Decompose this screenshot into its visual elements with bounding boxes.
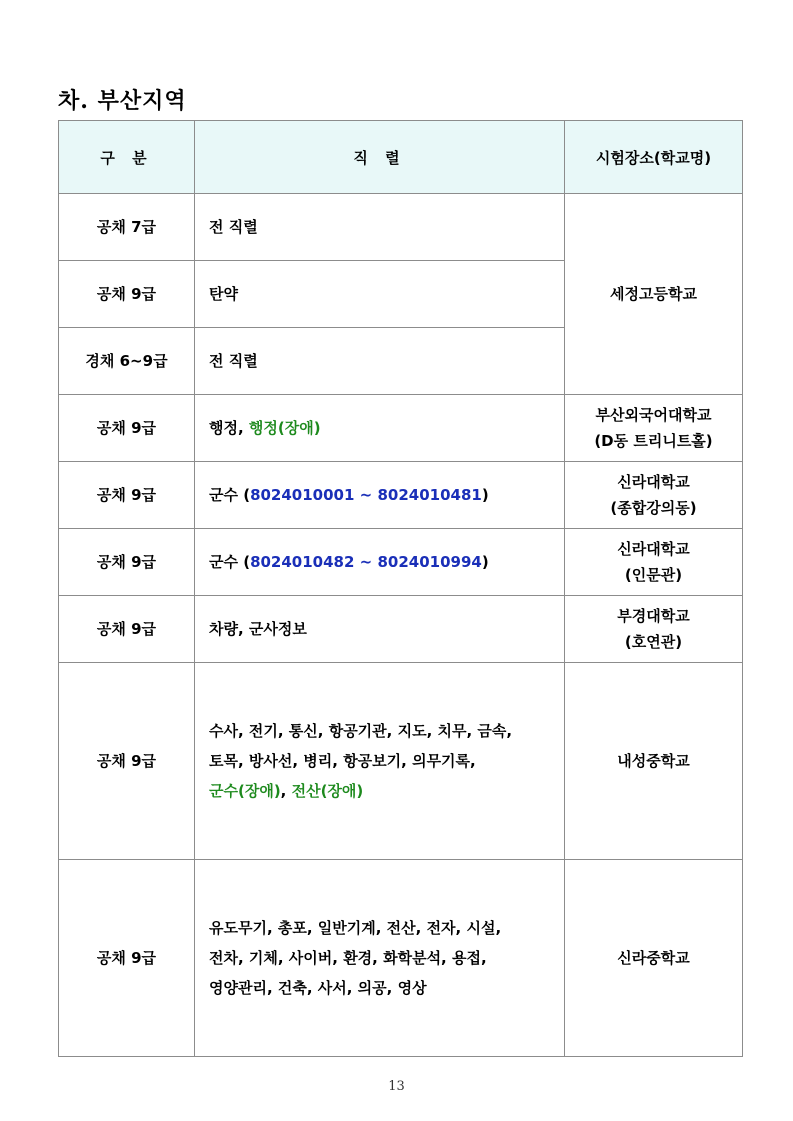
position-text-disabled: 전산(장애) <box>291 782 364 800</box>
page-number: 13 <box>388 1079 405 1094</box>
row-location <box>565 529 743 596</box>
row-category: 공채 9급 <box>59 395 195 462</box>
row-category: 공채 9급 <box>59 596 195 663</box>
table-row <box>59 529 743 596</box>
row-location <box>565 395 743 462</box>
row-position <box>195 395 565 462</box>
location-name: 신라대학교 <box>617 473 690 491</box>
position-text-disabled: 행정(장애) <box>248 419 321 437</box>
row-position: 전 직렬 <box>195 328 565 395</box>
table-row <box>59 663 743 860</box>
section-title: 차. 부산지역 <box>58 88 187 114</box>
exam-number-range: 8024010001 ~ 8024010481 <box>250 486 482 504</box>
table-row <box>59 596 743 663</box>
row-position: 탄약 <box>195 261 565 328</box>
row-position <box>195 860 565 1057</box>
row-category: 공채 7급 <box>59 194 195 261</box>
row-location <box>565 462 743 529</box>
position-text: 행정, <box>209 419 249 437</box>
position-line: 유도무기, 총포, 일반기계, 전산, 전자, 시설, <box>209 919 502 937</box>
row-position: 전 직렬 <box>195 194 565 261</box>
position-line <box>209 776 564 806</box>
row-category: 공채 9급 <box>59 529 195 596</box>
position-text: , <box>280 782 292 800</box>
row-location <box>565 596 743 663</box>
table-row <box>59 395 743 462</box>
row-position <box>195 462 565 529</box>
row-location: 내성중학교 <box>565 663 743 860</box>
table-row <box>59 194 743 261</box>
position-text: 군수 ( <box>209 553 251 571</box>
row-location: 세정고등학교 <box>565 194 743 395</box>
location-name: 부경대학교 <box>617 607 690 625</box>
row-category: 공채 9급 <box>59 261 195 328</box>
exam-number-range: 8024010482 ~ 8024010994 <box>250 553 482 571</box>
position-line: 수사, 전기, 통신, 항공기관, 지도, 치무, 금속, <box>209 722 513 740</box>
location-building: (종합강의동) <box>610 499 697 517</box>
exam-location-table <box>58 120 743 1057</box>
table-row <box>59 860 743 1057</box>
row-location: 신라중학교 <box>565 860 743 1057</box>
row-position: 차량, 군사정보 <box>195 596 565 663</box>
position-line: 영양관리, 건축, 사서, 의공, 영상 <box>209 979 427 997</box>
position-text: ) <box>481 486 489 504</box>
row-position <box>195 529 565 596</box>
header-category: 구 분 <box>59 121 195 194</box>
location-name: 부산외국어대학교 <box>595 406 712 424</box>
position-text: 군수 ( <box>209 486 251 504</box>
position-line: 전차, 기체, 사이버, 환경, 화학분석, 용접, <box>209 949 487 967</box>
location-name: 신라대학교 <box>617 540 690 558</box>
position-text: ) <box>481 553 489 571</box>
location-building: (호연관) <box>624 633 683 651</box>
row-position <box>195 663 565 860</box>
location-building: (D동 트리니트홀) <box>594 432 713 450</box>
table-row <box>59 462 743 529</box>
table-header-row <box>59 121 743 194</box>
row-category: 경채 6~9급 <box>59 328 195 395</box>
row-category: 공채 9급 <box>59 860 195 1057</box>
position-line: 토목, 방사선, 병리, 항공보기, 의무기록, <box>209 752 476 770</box>
position-text-disabled: 군수(장애) <box>209 782 281 800</box>
header-location: 시험장소(학교명) <box>565 121 743 194</box>
header-position: 직 렬 <box>195 121 565 194</box>
row-category: 공채 9급 <box>59 462 195 529</box>
location-building: (인문관) <box>624 566 683 584</box>
row-category: 공채 9급 <box>59 663 195 860</box>
